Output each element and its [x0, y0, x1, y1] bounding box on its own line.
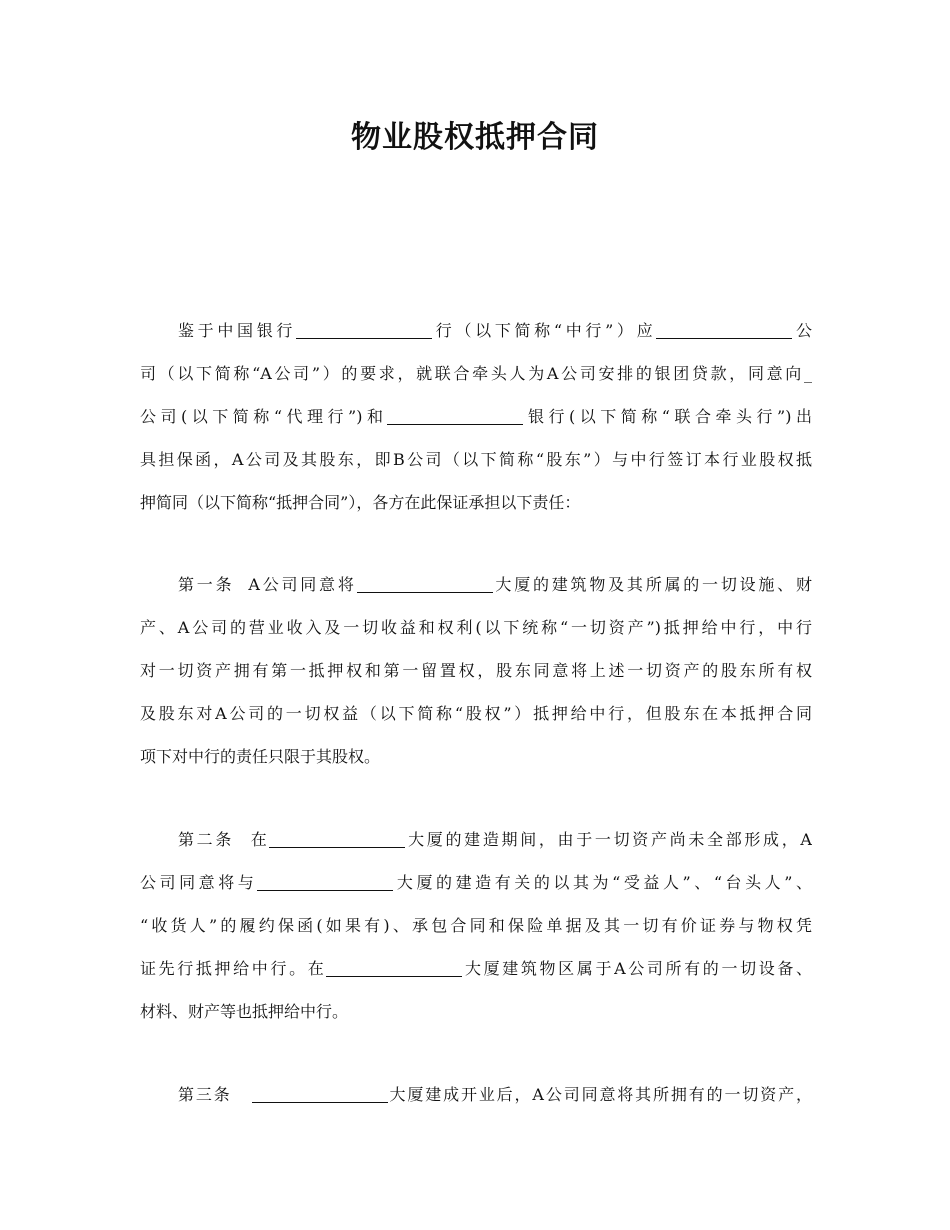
paragraph-line — [140, 395, 812, 438]
text-run: 大厦的建造有关的以其为“受益人”、“台头人”、 — [393, 873, 812, 892]
text-run: A公司同意将 — [248, 575, 357, 594]
text-run: 材料、财产等也抵押给中行。 — [140, 1002, 349, 1021]
fill-in-blank[interactable] — [326, 975, 462, 977]
document-title: 物业股权抵押合同 — [351, 120, 599, 155]
paragraph-line — [140, 692, 812, 735]
paragraph-line — [140, 563, 812, 606]
article-2 — [140, 818, 812, 1033]
paragraph-line — [140, 606, 812, 649]
text-run: 大厦的建造期间，由于一切资产尚未全部形成，A — [405, 830, 812, 849]
text-run: 及股东对A公司的一切权益（以下简称“股权”）抵押给中行，但股东在本抵押合同 — [140, 704, 812, 723]
article-3 — [140, 1073, 812, 1116]
article-1 — [140, 563, 812, 778]
text-run: 公 — [792, 321, 812, 340]
fill-in-blank[interactable] — [257, 889, 393, 891]
paragraph-line — [140, 438, 812, 481]
text-run: 具担保函，A公司及其股东，即B公司（以下简称“股东”）与中行签订本行业股权抵 — [140, 450, 812, 469]
paragraph-line — [140, 352, 812, 395]
text-run: 产、A公司的营业收入及一切收益和权利(以下统称“一切资产”)抵押给中行，中行 — [140, 618, 812, 637]
preamble-paragraph — [140, 309, 812, 524]
text-run: 大厦建筑物区属于A公司所有的一切设备、 — [462, 959, 812, 978]
paragraph-line — [140, 990, 812, 1033]
text-run: 公司同意将与 — [140, 873, 258, 892]
paragraph-line — [140, 735, 812, 778]
article-heading: 第三条 — [178, 1085, 232, 1104]
text-run: 项下对中行的责任只限于其股权。 — [140, 747, 381, 766]
text-run: 银行(以下简称“联合牵头行”)出 — [523, 407, 812, 426]
text-run: 押简同（以下简称“抵押合同”），各方在此保证承担以下责任： — [140, 493, 581, 512]
text-run: 鉴于中国银行 — [178, 321, 297, 340]
fill-in-blank[interactable] — [357, 591, 493, 593]
paragraph-line — [140, 904, 812, 947]
paragraph-line — [140, 309, 812, 352]
text-run: 大厦建成开业后，A公司同意将其所拥有的一切资产， — [387, 1085, 812, 1104]
paragraph-line — [140, 947, 812, 990]
fill-in-blank[interactable] — [656, 337, 792, 339]
paragraph-line — [140, 1073, 812, 1116]
paragraph-line — [140, 481, 812, 524]
paragraph-line — [140, 861, 812, 904]
text-run: 公司(以下简称“代理行”)和 — [140, 407, 388, 426]
text-run: 在 — [248, 830, 270, 849]
fill-in-blank[interactable] — [269, 846, 405, 848]
text-run: 证先行抵押给中行。在 — [140, 959, 327, 978]
text-run: 司（以下简称“A公司”）的要求，就联合牵头人为A公司安排的银团贷款，同意向_ — [140, 364, 812, 383]
text-run: 对一切资产拥有第一抵押权和第一留置权，股东同意将上述一切资产的股东所有权 — [140, 661, 812, 680]
fill-in-blank[interactable] — [252, 1101, 388, 1103]
text-run: “收货人”的履约保函(如果有)、承包合同和保险单据及其一切有价证券与物权凭 — [140, 916, 812, 935]
text-run: 行（以下简称“中行”）应 — [432, 321, 657, 340]
paragraph-line — [140, 649, 812, 692]
article-heading: 第一条 — [178, 575, 235, 594]
fill-in-blank[interactable] — [296, 337, 432, 339]
article-heading: 第二条 — [178, 830, 235, 849]
fill-in-blank[interactable] — [387, 423, 523, 425]
paragraph-line — [140, 818, 812, 861]
text-run: 大厦的建筑物及其所属的一切设施、财 — [492, 575, 812, 594]
